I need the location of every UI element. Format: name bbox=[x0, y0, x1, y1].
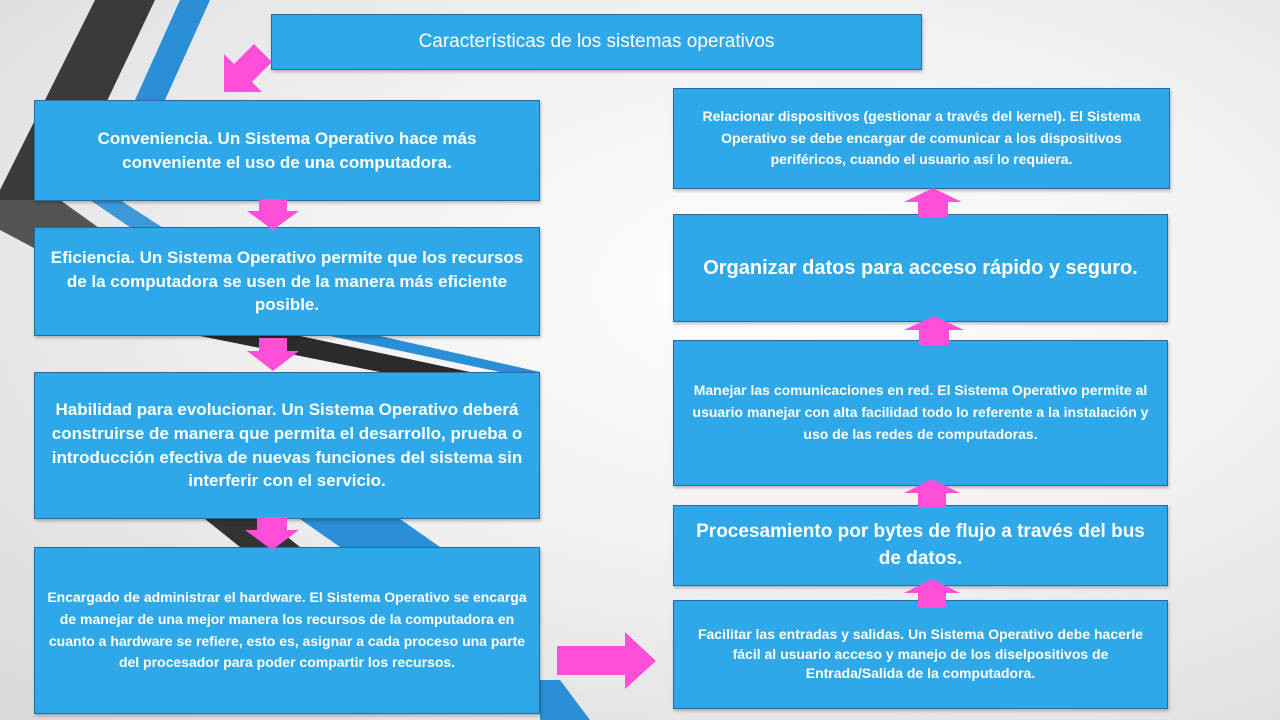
title-text: Características de los sistemas operativos bbox=[418, 30, 775, 52]
step-text: Conveniencia. Un Sistema Operativo hace más conveniente el uso de una computadora. bbox=[97, 128, 477, 172]
step-relacionar-dispositivos bbox=[673, 88, 1170, 189]
arrow-to-title-icon bbox=[220, 40, 276, 96]
step-text: Manejar las comunicaciones en red. El Sistema Operativo permite al usuario manejar con alta facilidad todo lo referente a la instalación y uso de las redes de computadoras. bbox=[692, 382, 1149, 442]
arrow-right-icon bbox=[557, 632, 657, 690]
step-conveniencia bbox=[34, 100, 540, 201]
arrow-down-icon bbox=[243, 517, 301, 551]
step-text: Habilidad para evolucionar. Un Sistema Operativo deberá construirse de manera que permita el desarrollo, prueba o introducción efectiva de nuevas funciones del sistema sin interferir con el servicio. bbox=[51, 399, 523, 491]
step-text: Facilitar las entradas y salidas. Un Sistema Operativo debe hacerle fácil al usuario acceso y manejo de los diselpositivos de Entrada/Salida de la computadora. bbox=[697, 626, 1144, 682]
step-entradas-salidas bbox=[673, 600, 1168, 709]
step-procesamiento-bytes bbox=[673, 505, 1168, 586]
step-eficiencia bbox=[34, 227, 540, 336]
arrow-up-icon bbox=[902, 579, 962, 609]
arrow-up-icon bbox=[902, 188, 964, 218]
step-habilidad-evolucionar bbox=[34, 372, 540, 519]
step-text: Encargado de administrar el hardware. El Sistema Operativo se encarga de manejar de una mejor manera los recursos de la computadora en cuanto a hardware se refiere, esto es, asignar a cada proceso una parte del procesador para poder compartir los recursos. bbox=[47, 589, 527, 671]
step-organizar-datos bbox=[673, 214, 1168, 322]
step-text: Procesamiento por bytes de flujo a través del bus de datos. bbox=[696, 520, 1145, 569]
step-text: Eficiencia. Un Sistema Operativo permite que los recursos de la computadora se usen de la manera más eficiente posible. bbox=[50, 247, 524, 315]
arrow-up-icon bbox=[902, 316, 966, 346]
diagram-title bbox=[271, 14, 922, 70]
step-administrar-hardware bbox=[34, 547, 540, 714]
arrow-down-icon bbox=[245, 338, 301, 372]
blue-band-low bbox=[300, 519, 440, 547]
step-text: Organizar datos para acceso rápido y seguro. bbox=[703, 257, 1138, 279]
step-comunicaciones-red bbox=[673, 340, 1168, 486]
step-text: Relacionar dispositivos (gestionar a través del kernel). El Sistema Operativo se debe encargar de comunicar a los dispositivos periféricos, cuando el usuario así lo requiera. bbox=[702, 107, 1141, 168]
arrow-down-icon bbox=[245, 199, 301, 231]
arrow-up-icon bbox=[902, 479, 962, 509]
